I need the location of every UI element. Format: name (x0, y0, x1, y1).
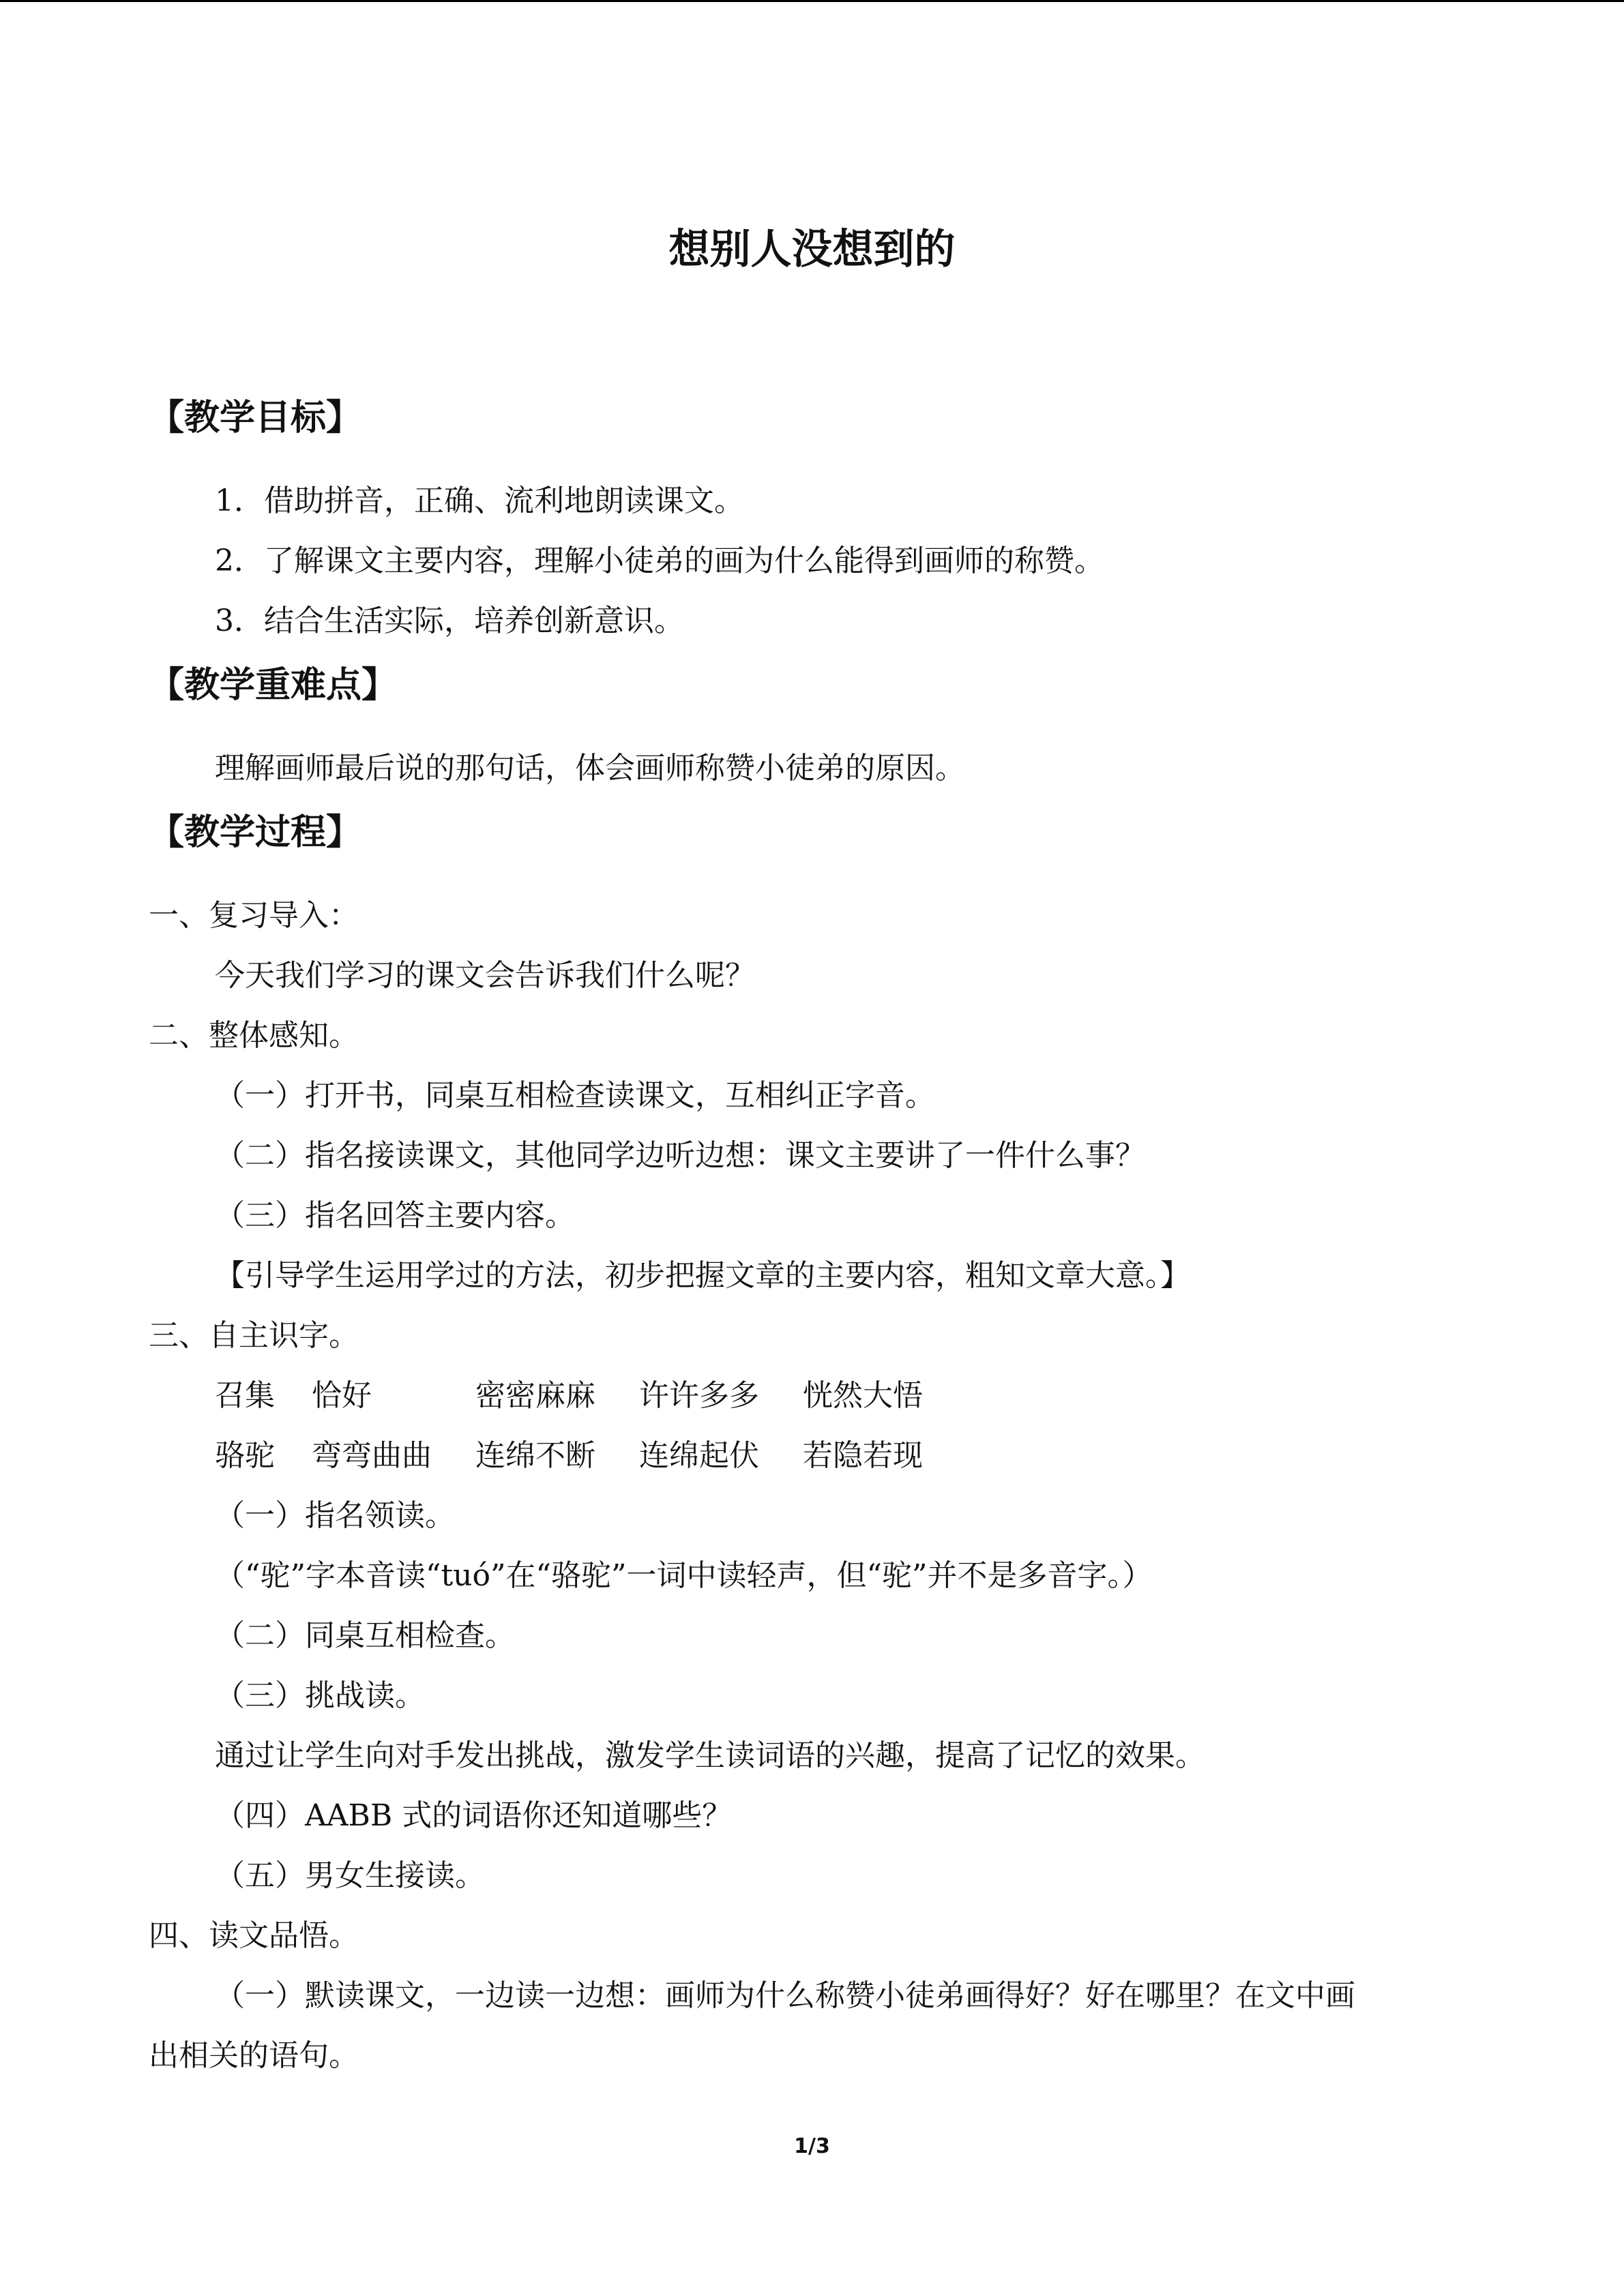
page-number: 1/3 (794, 2134, 830, 2158)
process-line: 【引导学生运用学过的方法，初步把握文章的主要内容，粗知文章大意。】 (215, 1258, 1190, 1293)
process-line: （三）挑战读。 (215, 1678, 425, 1713)
process-line: 一、复习导入： (149, 898, 359, 933)
vocab-word: 恰好 (312, 1378, 372, 1413)
vocab-row-1 (215, 1371, 923, 1414)
process-line: （一）打开书，同桌互相检查读课文，互相纠正字音。 (215, 1078, 935, 1113)
process-line: （一）默读课文，一边读一边想：画师为什么称赞小徒弟画得好？好在哪里？在文中画 (215, 1978, 1355, 2013)
document-title: 想别人没想到的 (668, 226, 956, 273)
vocab-word: 许许多多 (639, 1378, 759, 1413)
process-line: （“驼”字本音读“tuó”在“骆驼”一词中读轻声，但“驼”并不是多音字。） (215, 1558, 1153, 1593)
vocab-word: 若隐若现 (803, 1438, 923, 1473)
process-line: （三）指名回答主要内容。 (215, 1198, 575, 1233)
heading-teaching-goals: 【教学目标】 (149, 398, 362, 438)
vocab-word: 召集 (215, 1378, 275, 1413)
heading-teaching-process: 【教学过程】 (149, 812, 362, 853)
process-line: 三、自主识字。 (149, 1318, 359, 1353)
process-line: 出相关的语句。 (149, 2038, 359, 2073)
process-line: 二、整体感知。 (149, 1018, 359, 1053)
process-line: （四）AABB 式的词语你还知道哪些？ (215, 1798, 733, 1833)
vocab-word: 连绵起伏 (639, 1438, 759, 1473)
process-line: （二）同桌互相检查。 (215, 1618, 515, 1653)
process-line: 四、读文品悟。 (149, 1918, 359, 1953)
vocab-word: 密密麻麻 (475, 1378, 595, 1413)
vocab-row-2 (215, 1431, 923, 1474)
process-line: 通过让学生向对手发出挑战，激发学生读词语的兴趣，提高了记忆的效果。 (215, 1738, 1205, 1773)
vocab-word: 连绵不断 (475, 1438, 595, 1473)
process-line: （一）指名领读。 (215, 1498, 455, 1533)
vocab-word: 弯弯曲曲 (312, 1438, 432, 1473)
key-points-text: 理解画师最后说的那句话，体会画师称赞小徒弟的原因。 (215, 751, 965, 786)
heading-key-points: 【教学重难点】 (149, 665, 398, 706)
goal-item: 2．了解课文主要内容，理解小徒弟的画为什么能得到画师的称赞。 (215, 543, 1104, 578)
goal-item: 3．结合生活实际，培养创新意识。 (215, 603, 684, 638)
goal-item: 1．借助拼音，正确、流利地朗读课文。 (215, 483, 744, 518)
process-line: 今天我们学习的课文会告诉我们什么呢？ (215, 958, 755, 993)
vocab-word: 恍然大悟 (803, 1378, 923, 1413)
process-line: （五）男女生接读。 (215, 1858, 485, 1893)
process-line: （二）指名接读课文，其他同学边听边想：课文主要讲了一件什么事？ (215, 1138, 1145, 1173)
vocab-word: 骆驼 (215, 1438, 275, 1473)
